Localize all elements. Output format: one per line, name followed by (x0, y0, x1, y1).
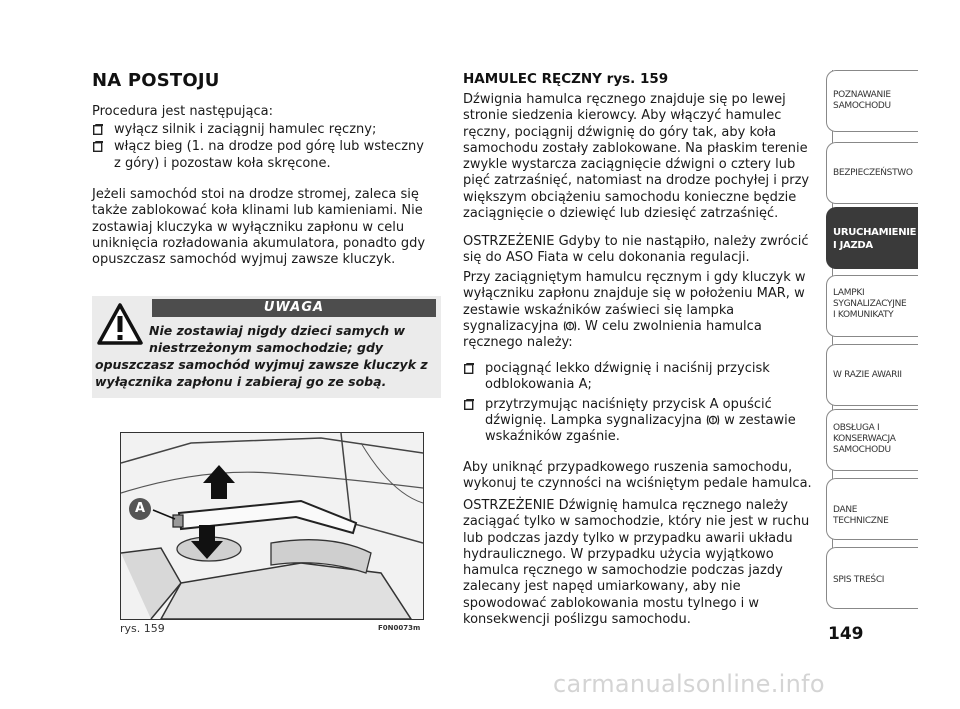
warning-text-continued: opuszczasz samochód wyjmuj zawsze kluczyk z wyłącznika zapłonu i zabieraj go ze sobą. (95, 357, 428, 389)
warning-header: UWAGA (152, 299, 436, 317)
list-item (92, 139, 432, 172)
handbrake-title: HAMULEC RĘCZNY rys. 159 (463, 71, 669, 87)
tab-label: BEZPIECZEŃSTWO (833, 168, 913, 178)
watermark: carmanualsonline.info (553, 670, 825, 698)
list-item-text: przytrzymując naciśnięty przycisk A opuścić dźwignię. Lampka sygnalizacyjna (485, 396, 772, 428)
paragraph-text: . W celu zwolnienia hamulca ręcznego należy: (463, 318, 762, 351)
tab-label: LAMPKI SYGNALIZACYJNE I KOMUNIKATY (833, 288, 907, 320)
tab-label: OBSŁUGA I KONSERWACJA SAMOCHODU (833, 423, 896, 455)
checkbox-bullet-icon (464, 399, 474, 410)
tab-label: SPIS TREŚCI (833, 575, 885, 585)
tab-label: POZNAWANIE SAMOCHODU (833, 90, 891, 111)
handbrake-warning-paragraph-2: OSTRZEŻENIE Dźwignię hamulca ręcznego należy zaciągać tylko w samochodzie, który nie jest w ruchu lub podczas jazdy tylko w przypadku awarii układu hydraulicznego. W przypadku użycia wyjątkowo hamulca ręcznego w samochodzie podczas jazdy zalecany jest napęd umiarkowany, aby nie spowodować zablokowania mostu tylnego i w konsekwencji poślizgu samochodu. (463, 498, 810, 628)
page-number: 149 (828, 624, 864, 644)
handbrake-paragraph-1: Dźwignia hamulca ręcznego znajduje się po lewej stronie siedzenia kierowcy. Aby włączyć hamulec ręczny, pociągnij dźwignię do góry tak, aby koła samochodu zostały zablokowane. Na płaskim terenie zwykle wystarcza zaciągnięcie dźwigni o cztery lub pięć zatrzaśnięć, natomiast na drodze pochyłej i przy większym obciążeniu samochodu konieczne będzie zaciągnięcie o dziewięć lub dziesięć zatrzaśnięć. (463, 92, 810, 222)
brake-warning-lamp-icon (563, 320, 577, 332)
list-item-text: włącz bieg (1. na drodze pod górę lub wsteczny z góry) i pozostaw koła skręcone. (114, 139, 424, 171)
handbrake-paragraph-4: Aby uniknąć przypadkowego ruszenia samochodu, wykonuj te czynności na wciśniętym pedale hamulca. (463, 460, 812, 492)
handbrake-paragraph-3 (463, 270, 818, 351)
list-item-text: wyłącz silnik i zaciągnij hamulec ręczny; (114, 122, 377, 137)
handbrake-warning-paragraph: OSTRZEŻENIE Gdyby to nie nastąpiło, należy zwrócić się do ASO Fiata w celu dokonania regulacji. (463, 234, 809, 266)
list-item (463, 361, 813, 394)
warning-triangle-icon (96, 302, 144, 346)
section-title: NA POSTOJU (92, 70, 220, 91)
figure-caption: rys. 159 (120, 622, 165, 635)
parking-paragraph: Jeżeli samochód stoi na drodze stromej, zaleca się także zablokować koła klinami lub kamieniami. Nie zostawiaj kluczyka w wyłączniku zapłonu w celu uniknięcia rozładowania akumulatora, ponadto gdy opuszczasz samochód wyjmuj zawsze kluczyk. (92, 187, 426, 268)
list-item-text: pociągnąć lekko dźwignię i naciśnij przycisk odblokowania A; (485, 361, 770, 393)
figure-code: F0N0073m (378, 624, 421, 632)
tab-label: URUCHAMIENIE I JAZDA (833, 227, 917, 251)
tab-label: W RAZIE AWARII (833, 370, 902, 380)
brake-warning-lamp-icon (706, 414, 720, 426)
release-steps-list (463, 361, 813, 446)
intro-text: Procedura jest następująca: (92, 104, 273, 119)
checkbox-bullet-icon (93, 141, 103, 152)
handbrake-drawing (121, 433, 423, 619)
handbrake-illustration (120, 432, 424, 620)
list-item (463, 397, 813, 446)
callout-a: A (129, 498, 151, 520)
warning-text: Nie zostawiaj nigdy dzieci samych w niestrzeżonym samochodzie; gdy (149, 323, 406, 355)
procedure-list (92, 122, 432, 173)
checkbox-bullet-icon (93, 124, 103, 135)
list-item (92, 122, 432, 138)
tab-label: DANE TECHNICZNE (833, 505, 889, 526)
paragraph-text: Przy zaciągniętym hamulcu ręcznym i gdy kluczyk w wyłączniku zapłonu znajduje się w położeniu MAR, w zestawie wskaźników zaświeci się lampka sygnalizacyjna (463, 270, 806, 334)
list-item-text: w zestawie wskaźników zgaśnie. (485, 412, 796, 445)
checkbox-bullet-icon (464, 363, 474, 374)
